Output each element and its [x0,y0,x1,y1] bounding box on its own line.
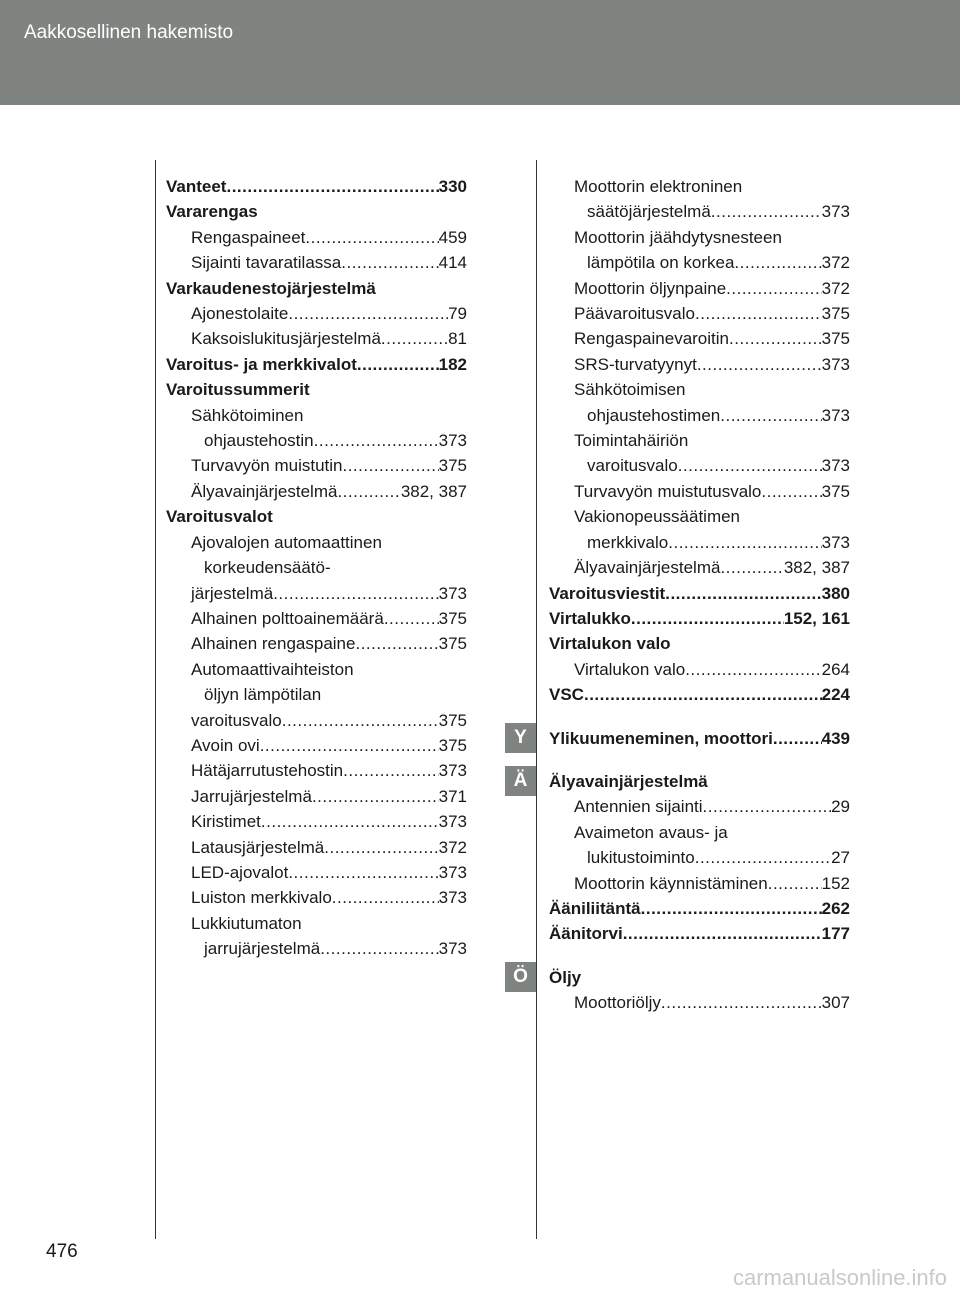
index-term: lukitustoiminto [587,848,695,868]
index-column-left [166,174,467,962]
page-ref: 330 [438,177,467,196]
index-entry [166,911,467,936]
index-entry [549,794,850,819]
page-ref: 375 [438,634,467,654]
index-term: Sijainti tavaratilassa [191,253,342,273]
page-ref: 27 [831,848,850,868]
dot-leader [288,301,448,326]
index-term: Moottorin elektroninen [574,177,743,196]
dot-leader [720,555,783,580]
dot-leader [320,936,438,961]
index-term: SRS-turvatyynyt [574,354,697,374]
page-ref: 152, 161 [783,608,850,628]
dot-leader [332,885,439,910]
page-ref: 375 [438,710,467,730]
page-ref: 382, 387 [783,558,850,578]
index-term: Päävaroitusvalo [574,304,695,324]
index-term: ohjaustehostimen [587,405,721,425]
index-term: Toimintahäiriön [574,431,689,451]
index-entry [549,682,850,707]
header-bar [0,0,960,105]
page-ref: 264 [821,659,850,679]
index-entry [166,428,467,453]
index-entry [166,708,467,733]
index-entry [166,657,467,682]
dot-leader [355,631,438,656]
dot-leader [261,809,439,834]
page-ref: 459 [438,227,467,247]
index-entry [549,726,850,751]
index-entry [549,377,850,402]
dot-leader [324,835,438,860]
index-entry [549,276,850,301]
index-entry [549,606,850,631]
index-entry [549,820,850,845]
index-entry [166,250,467,275]
index-entry [549,352,850,377]
index-entry [166,377,467,402]
index-term: Automaattivaihteiston [191,659,354,679]
index-term: Kaksoislukitusjärjestelmä [191,329,381,349]
index-term: Antennien sijainti [574,797,703,817]
dot-leader [711,199,822,224]
index-term: Avaimeton avaus- ja [574,822,728,842]
page-ref: 373 [821,202,850,222]
dot-leader [288,860,438,885]
dot-leader [665,581,821,606]
dot-leader [314,428,439,453]
dot-leader [305,225,438,250]
index-entry [166,504,467,529]
index-term: Avoin ovi [191,735,260,755]
index-term: Ajovalojen automaattinen [191,532,382,552]
dot-leader [720,403,821,428]
page-ref: 373 [438,812,467,832]
index-term: korkeudensäätö- [204,558,331,578]
index-term: Varoitusvalot [166,507,273,527]
index-entry [549,555,850,580]
page-ref: 262 [821,898,850,918]
index-entry [166,835,467,860]
index-entry [166,581,467,606]
index-entry [549,174,850,199]
index-term: Luiston merkkivalo [191,888,332,908]
index-term: Vanteet [166,177,227,196]
dot-leader [641,896,822,921]
dot-leader [341,250,438,275]
dot-leader [312,784,439,809]
index-entry [166,682,467,707]
index-entry [166,326,467,351]
letter-tab: Y [505,723,536,753]
dot-leader [343,758,438,783]
letter-section [549,965,850,1016]
index-term: Sähkötoiminen [191,405,304,425]
column-divider-right [536,160,537,1239]
index-entry [166,276,467,301]
dot-leader [726,276,821,301]
page-ref: 182 [438,354,467,374]
page-ref: 375 [821,481,850,501]
index-entry [166,606,467,631]
dot-leader [768,871,822,896]
section-title: Aakkosellinen hakemisto [24,22,234,43]
page-ref: 375 [821,304,850,324]
index-entry [166,199,467,224]
dot-leader [260,733,439,758]
index-entry [549,581,850,606]
page-ref: 375 [821,329,850,349]
index-term: VSC [549,685,584,705]
index-entry [166,631,467,656]
index-entry [166,301,467,326]
dot-leader [668,530,821,555]
page-ref: 373 [821,456,850,476]
page-ref: 373 [438,583,467,603]
index-term: Ylikuumeneminen, moottori [549,728,773,748]
dot-leader [695,301,822,326]
index-term: Moottorin jäähdytysnesteen [574,227,782,247]
index-term: jarrujärjestelmä [204,939,321,959]
index-entry [549,479,850,504]
index-entry [549,453,850,478]
dot-leader [729,326,822,351]
dot-leader [342,453,438,478]
page-ref: 373 [821,354,850,374]
index-entry [549,504,850,529]
letter-section [549,769,850,947]
dot-leader [703,794,832,819]
dot-leader [695,845,831,870]
index-entry [166,403,467,428]
page-ref: 375 [438,456,467,476]
page-ref: 371 [438,786,467,806]
index-term: Alhainen polttoainemäärä [191,608,384,628]
dot-leader [357,352,439,377]
dot-leader [282,708,439,733]
index-term: Latausjärjestelmä [191,837,325,857]
index-term: Moottorin käynnistäminen [574,873,768,893]
index-term: Öljy [549,967,582,987]
index-term: Vararengas [166,202,258,222]
page-ref: 439 [821,728,850,748]
index-entry [166,174,467,199]
index-entry [549,530,850,555]
dot-leader [661,990,822,1015]
page-ref: 373 [438,761,467,781]
dot-leader [773,726,822,751]
index-entry [166,555,467,580]
page-ref: 372 [821,253,850,273]
index-entry [166,758,467,783]
index-entry [549,403,850,428]
index-term: Vakionopeussäätimen [574,507,741,527]
page-ref: 373 [438,888,467,908]
index-term: Turvavyön muistutin [191,456,343,476]
index-entry [549,965,850,990]
index-term: Virtalukko [549,608,631,628]
index-term: Älyavainjärjestelmä [574,558,721,578]
index-term: varoitusvalo [587,456,678,476]
index-term: Hätäjarrutustehostin [191,761,344,781]
index-entry [166,733,467,758]
index-entry [549,845,850,870]
page-ref: 380 [821,583,850,603]
letter-tab: Ö [505,962,536,992]
letter-tab: Ä [505,766,536,796]
index-entry [549,225,850,250]
index-term: ohjaustehostin [204,431,314,451]
letter-section [549,726,850,751]
index-column-right [549,174,850,1016]
page-ref: 372 [438,837,467,857]
index-term: säätöjärjestelmä [587,202,711,222]
index-entry [549,657,850,682]
page-ref: 177 [821,924,850,944]
page-ref: 373 [438,939,467,959]
index-entry [166,479,467,504]
dot-leader [623,921,822,946]
index-entry [549,301,850,326]
index-term: Varkaudenestojärjestelmä [166,278,376,298]
page-ref: 373 [821,405,850,425]
index-entry [549,921,850,946]
index-term: Älyavainjärjestelmä [191,481,338,501]
index-term: Varoitusviestit [549,583,666,603]
dot-leader [631,606,784,631]
index-entry [549,250,850,275]
index-term: Virtalukon valo [549,634,671,654]
index-entry [166,453,467,478]
dot-leader [337,479,400,504]
dot-leader [226,174,438,199]
page-number: 476 [46,1241,78,1262]
index-term: Alhainen rengaspaine [191,634,356,654]
index-term: merkkivalo [587,532,669,552]
watermark: carmanualsonline.info [733,1265,948,1290]
index-term: Lukkiutumaton [191,913,302,933]
page-ref: 373 [438,431,467,451]
page-ref: 382, 387 [400,481,467,501]
page-ref: 224 [821,685,850,705]
index-entry [549,199,850,224]
index-term: Ajonestolaite [191,304,289,324]
index-entry [166,809,467,834]
column-divider-left [155,160,156,1239]
page-ref: 414 [438,253,467,273]
dot-leader [734,250,821,275]
index-term: Sähkötoimisen [574,380,686,400]
index-entry [166,885,467,910]
page-ref: 152 [821,873,850,893]
index-entry [166,784,467,809]
index-entry [166,860,467,885]
index-term: Moottoriöljy [574,993,661,1013]
index-entry [549,428,850,453]
index-term: lämpötila on korkea [587,253,735,273]
index-entry [166,225,467,250]
index-entry [549,896,850,921]
dot-leader [685,657,821,682]
dot-leader [381,326,448,351]
index-term: Varoitus- ja merkkivalot [166,354,357,374]
index-term: Rengaspainevaroitin [574,329,729,349]
index-term: Älyavainjärjestelmä [549,771,708,791]
index-entry [549,326,850,351]
index-entry [549,990,850,1015]
page-ref: 372 [821,278,850,298]
index-term: Jarrujärjestelmä [191,786,312,806]
index-term: Turvavyön muistutusvalo [574,481,762,501]
dot-leader [697,352,822,377]
page-ref: 375 [438,735,467,755]
page-ref: 375 [438,608,467,628]
dot-leader [761,479,821,504]
dot-leader [273,581,438,606]
page-ref: 29 [831,797,850,817]
index-term: Varoitussummerit [166,380,310,400]
index-term: Virtalukon valo [574,659,686,679]
page-ref: 79 [448,304,467,324]
dot-leader [384,606,439,631]
index-term: öljyn lämpötilan [204,685,322,705]
dot-leader [584,682,822,707]
index-term: Rengaspaineet [191,227,306,247]
index-entry [166,530,467,555]
dot-leader [678,453,822,478]
page-ref: 81 [448,329,467,349]
index-term: Moottorin öljynpaine [574,278,727,298]
index-term: Äänitorvi [549,924,623,944]
index-entry [166,936,467,961]
index-term: Kiristimet [191,812,261,832]
index-term: Ääniliitäntä [549,898,641,918]
index-term: varoitusvalo [191,710,282,730]
index-entry [549,631,850,656]
index-term: LED-ajovalot [191,862,289,882]
page-ref: 307 [821,993,850,1013]
index-entry [549,871,850,896]
index-entry [549,769,850,794]
index-term: järjestelmä [191,583,274,603]
page-ref: 373 [438,862,467,882]
page-ref: 373 [821,532,850,552]
index-entry [166,352,467,377]
